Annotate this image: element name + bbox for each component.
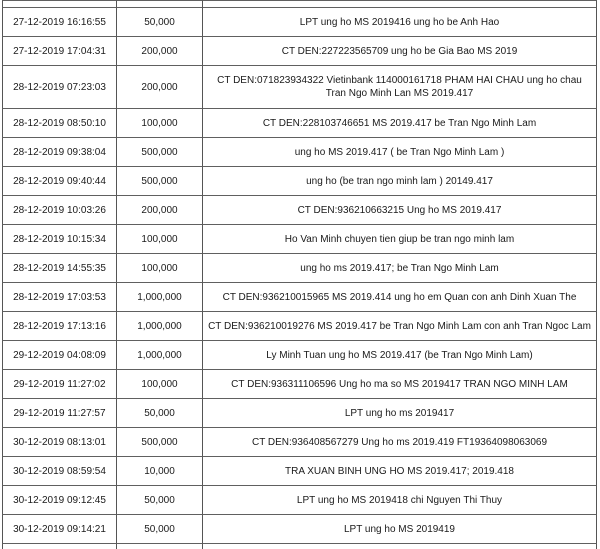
datetime-cell: 28-12-2019 10:03:26 (2, 196, 117, 225)
datetime-cell: 30-12-2019 09:14:21 (2, 515, 117, 544)
table-row (2, 66, 597, 109)
description-cell: LPT ung ho MS 2019419 (203, 515, 597, 544)
amount-cell: 50,000 (117, 8, 203, 37)
table-row (2, 167, 597, 196)
description-cell (203, 0, 597, 8)
amount-cell: 1,000,000 (117, 312, 203, 341)
datetime-cell (2, 544, 117, 549)
description-cell: ung ho (be tran ngo minh lam ) 20149.417 (203, 167, 597, 196)
datetime-cell: 29-12-2019 11:27:02 (2, 370, 117, 399)
datetime-cell: 29-12-2019 04:08:09 (2, 341, 117, 370)
amount-cell (117, 0, 203, 8)
description-cell: CT DEN:936210019276 MS 2019.417 be Tran Ngo Minh Lam con anh Tran Ngoc Lam (203, 312, 597, 341)
description-cell: CT DEN:936408567279 Ung ho ms 2019.419 FT19364098063069 (203, 428, 597, 457)
table-row (2, 515, 597, 544)
partial-row-bottom (2, 544, 597, 549)
description-cell: CT DEN:227223565709 ung ho be Gia Bao MS 2019 (203, 37, 597, 66)
description-cell: CT DEN:228103746651 MS 2019.417 be Tran Ngo Minh Lam (203, 109, 597, 138)
datetime-cell: 30-12-2019 08:13:01 (2, 428, 117, 457)
table-row (2, 254, 597, 283)
amount-cell: 50,000 (117, 515, 203, 544)
description-cell: CT DEN:936210663215 Ung ho MS 2019.417 (203, 196, 597, 225)
description-cell: CT DEN:071823934322 Vietinbank 114000161718 PHAM HAI CHAU ung ho chau Tran Ngo Minh Lan MS 2019.417 (203, 66, 597, 109)
description-cell: CT DEN:936210015965 MS 2019.414 ung ho em Quan con anh Dinh Xuan The (203, 283, 597, 312)
transactions-table (2, 0, 597, 549)
table-row (2, 312, 597, 341)
description-cell: LPT ung ho MS 2019416 ung ho be Anh Hao (203, 8, 597, 37)
datetime-cell: 28-12-2019 09:40:44 (2, 167, 117, 196)
table-row (2, 399, 597, 428)
datetime-cell: 28-12-2019 09:38:04 (2, 138, 117, 167)
amount-cell (117, 544, 203, 549)
table-row (2, 370, 597, 399)
datetime-cell: 28-12-2019 17:03:53 (2, 283, 117, 312)
table-row (2, 341, 597, 370)
amount-cell: 200,000 (117, 37, 203, 66)
description-cell: LPT ung ho MS 2019418 chi Nguyen Thi Thuy (203, 486, 597, 515)
datetime-cell: 30-12-2019 08:59:54 (2, 457, 117, 486)
datetime-cell: 27-12-2019 16:16:55 (2, 8, 117, 37)
table-row (2, 428, 597, 457)
table-row (2, 37, 597, 66)
description-cell: Ho Van Minh chuyen tien giup be tran ngo minh lam (203, 225, 597, 254)
datetime-cell (2, 0, 117, 8)
datetime-cell: 28-12-2019 14:55:35 (2, 254, 117, 283)
partial-row-top (2, 0, 597, 8)
description-cell (203, 544, 597, 549)
amount-cell: 500,000 (117, 167, 203, 196)
amount-cell: 50,000 (117, 486, 203, 515)
amount-cell: 200,000 (117, 196, 203, 225)
table-row (2, 196, 597, 225)
datetime-cell: 28-12-2019 07:23:03 (2, 66, 117, 109)
datetime-cell: 28-12-2019 17:13:16 (2, 312, 117, 341)
datetime-cell: 30-12-2019 09:12:45 (2, 486, 117, 515)
amount-cell: 500,000 (117, 428, 203, 457)
amount-cell: 50,000 (117, 399, 203, 428)
description-cell: LPT ung ho ms 2019417 (203, 399, 597, 428)
table-row (2, 138, 597, 167)
description-cell: ung ho MS 2019.417 ( be Tran Ngo Minh Lam ) (203, 138, 597, 167)
amount-cell: 10,000 (117, 457, 203, 486)
amount-cell: 100,000 (117, 254, 203, 283)
datetime-cell: 28-12-2019 08:50:10 (2, 109, 117, 138)
amount-cell: 200,000 (117, 66, 203, 109)
description-cell: Ly Minh Tuan ung ho MS 2019.417 (be Tran Ngo Minh Lam) (203, 341, 597, 370)
table-row (2, 225, 597, 254)
datetime-cell: 29-12-2019 11:27:57 (2, 399, 117, 428)
transaction-table-body (2, 8, 597, 544)
datetime-cell: 27-12-2019 17:04:31 (2, 37, 117, 66)
amount-cell: 100,000 (117, 370, 203, 399)
description-cell: CT DEN:936311106596 Ung ho ma so MS 2019417 TRAN NGO MINH LAM (203, 370, 597, 399)
table-row (2, 457, 597, 486)
amount-cell: 1,000,000 (117, 283, 203, 312)
table-row (2, 8, 597, 37)
amount-cell: 1,000,000 (117, 341, 203, 370)
table-row (2, 486, 597, 515)
datetime-cell: 28-12-2019 10:15:34 (2, 225, 117, 254)
table-row (2, 109, 597, 138)
description-cell: ung ho ms 2019.417; be Tran Ngo Minh Lam (203, 254, 597, 283)
amount-cell: 500,000 (117, 138, 203, 167)
description-cell: TRA XUAN BINH UNG HO MS 2019.417; 2019.418 (203, 457, 597, 486)
amount-cell: 100,000 (117, 109, 203, 138)
amount-cell: 100,000 (117, 225, 203, 254)
table-row (2, 283, 597, 312)
